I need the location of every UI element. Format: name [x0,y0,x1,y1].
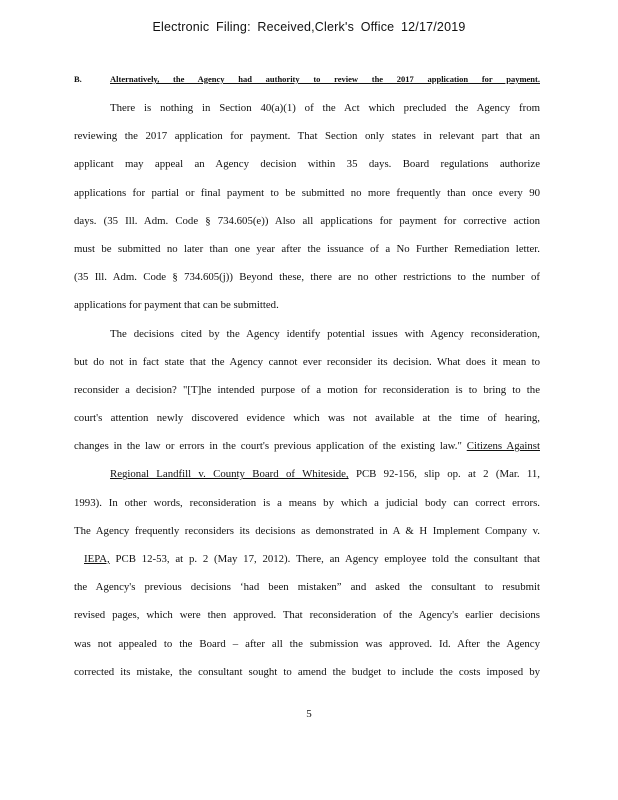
body-line: days. (35 Ill. Adm. Code § 734.605(e)) Also all applications for payment for corrective action [74,214,540,227]
body-line: reviewing the 2017 application for payment. That Section only states in relevant part that an [74,130,540,143]
body-line-text: PCB 12-53, at p. 2 (May 17, 2012). There, an Agency employee told the consultant that [115,553,540,565]
filing-stamp: Electronic Filing: Received,Clerk's Office 12/17/2019 [152,20,466,34]
body-line: (35 Ill. Adm. Code § 734.605(j)) Beyond these, there are no other restrictions to the number of [74,271,540,284]
body-line: applicant may appeal an Agency decision within 35 days. Board regulations authorize [74,158,540,171]
body-line: the Agency's previous decisions ‘had been mistaken” and asked the consultant to resubmit [74,581,540,594]
body-line: revised pages, which were then approved. That reconsideration of the Agency's earlier decisions [74,609,540,622]
body-line: but do not in fact state that the Agency cannot ever reconsider its decision. What does it mean to [74,355,540,368]
section-heading-text: Alternatively, the Agency had authority to review the 2017 application for payment. [110,74,540,84]
body-line: court's attention newly discovered evidence which was not available at the time of hearing, [74,412,540,425]
section-number: B. [74,74,82,84]
case-citation: Regional Landfill v. County Board of Whiteside, [110,468,349,481]
body-line: There is nothing in Section 40(a)(1) of the Act which precluded the Agency from [110,102,540,114]
body-line-text: changes in the law or errors in the court's previous application of the existing law." [74,440,462,453]
body-line: The Agency frequently reconsiders its decisions as demonstrated in A & H Implement Company v. [74,524,540,537]
body-line [74,549,540,577]
body-line-text: PCB 92-156, slip op. at 2 (Mar. 11, [355,468,540,481]
case-citation: Citizens Against [466,440,540,453]
body-line: was not appealed to the Board – after all the submission was approved. Id. After the Agency [74,637,540,650]
body-line: must be submitted no later than one year after the issuance of a No Further Remediation letter. [74,242,540,255]
body-line [74,464,540,492]
body-line: reconsider a decision? "[T]he intended purpose of a motion for reconsideration is to bring to the [74,383,540,396]
body-line: applications for partial or final payment to be submitted no more frequently than once every 90 [74,186,540,199]
body-line: applications for payment that can be submitted. [74,299,279,312]
body-line: corrected its mistake, the consultant sought to amend the budget to include the costs imposed by [74,665,540,678]
document-body [74,98,540,690]
body-line: The decisions cited by the Agency identify potential issues with Agency reconsideration, [110,327,540,340]
case-citation: IEPA, [84,553,110,565]
body-line [74,436,540,464]
page-number: 5 [306,708,312,720]
body-line: 1993). In other words, reconsideration is a means by which a judicial body can correct errors. [74,496,540,509]
